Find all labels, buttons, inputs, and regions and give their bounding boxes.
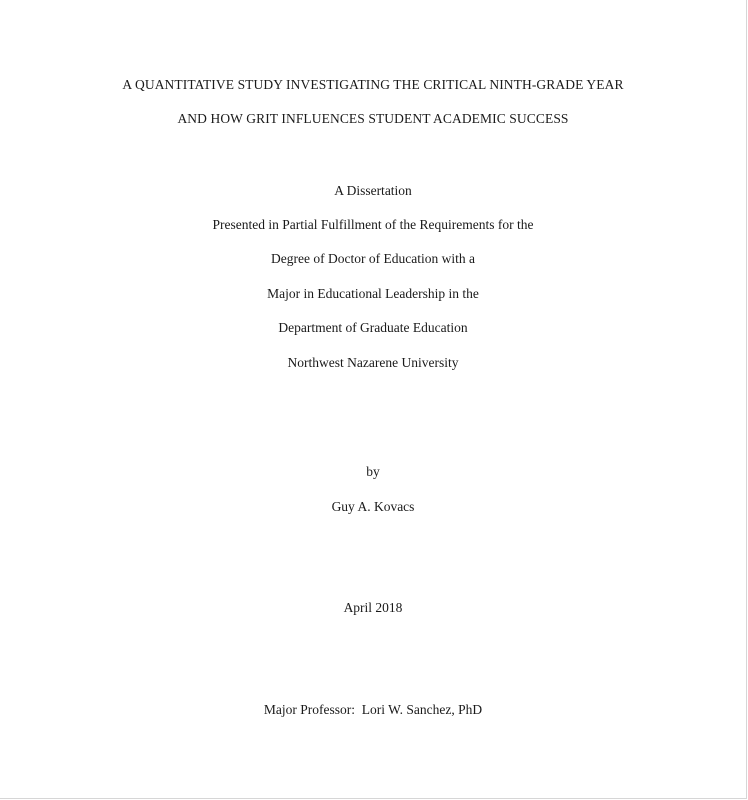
by-label: by — [366, 464, 380, 479]
title-line-1: A QUANTITATIVE STUDY INVESTIGATING THE CRITICAL NINTH-GRADE YEAR — [122, 77, 624, 92]
title-line-2: AND HOW GRIT INFLUENCES STUDENT ACADEMIC SUCCESS — [177, 111, 569, 126]
date: April 2018 — [343, 600, 403, 615]
major-professor: Major Professor: Lori W. Sanchez, PhD — [263, 702, 483, 717]
university-line: Northwest Nazarene University — [287, 355, 459, 370]
fulfillment-line: Presented in Partial Fulfillment of the Requirements for the — [212, 217, 534, 232]
department-line: Department of Graduate Education — [278, 320, 468, 335]
major-line: Major in Educational Leadership in the — [267, 286, 479, 301]
dissertation-label: A Dissertation — [334, 183, 412, 198]
degree-line: Degree of Doctor of Education with a — [271, 251, 475, 266]
author-name: Guy A. Kovacs — [331, 499, 415, 514]
